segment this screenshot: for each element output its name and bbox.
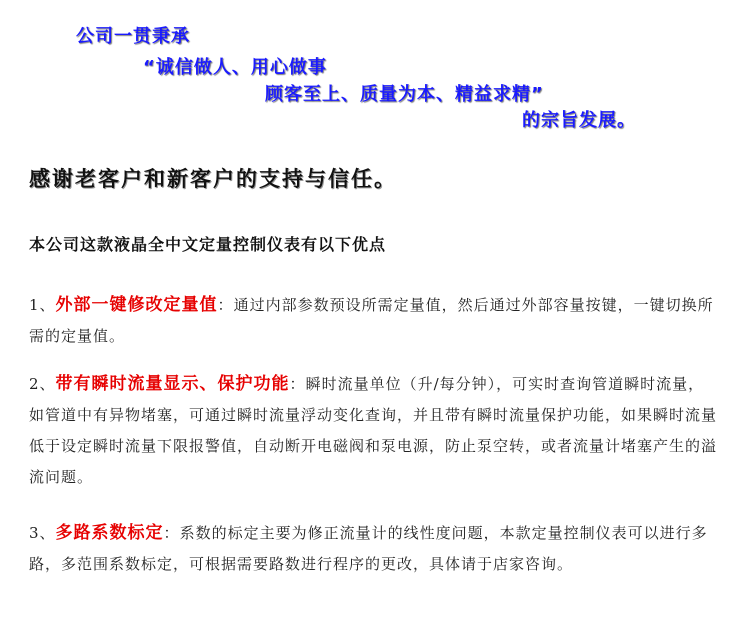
feature-keyword: 外部一键修改定量值	[55, 295, 218, 315]
slogan-line-4: 的宗旨发展。	[522, 110, 636, 131]
intro-heading: 本公司这款液晶全中文定量控制仪表有以下优点	[29, 235, 387, 254]
thanks-heading: 感谢老客户和新客户的支持与信任。	[29, 167, 397, 191]
feature-description: 通过内部参数预设所需定量值，然后通过外部容量按键，一键切换所需的定量值。	[29, 296, 714, 345]
feature-item-3	[29, 518, 719, 580]
feature-item-1	[29, 290, 719, 352]
feature-description: 系数的标定主要为修正流量计的线性度问题，本款定量控制仪表可以进行多路，多范围系数标定，可根据需要路数进行程序的更改，具体请于店家咨询。	[29, 524, 708, 573]
feature-number: 3、	[29, 524, 56, 542]
feature-separator: ：	[217, 296, 234, 314]
feature-number: 2、	[29, 375, 56, 393]
feature-separator: ：	[163, 524, 180, 542]
slogan-line-3: 顾客至上、质量为本、精益求精”	[265, 84, 544, 105]
feature-item-2	[29, 369, 719, 493]
feature-keyword: 带有瞬时流量显示、保护功能	[55, 374, 290, 394]
slogan-line-2: “诚信做人、用心做事	[143, 57, 327, 78]
slogan-line-1: 公司一贯秉承	[76, 26, 190, 47]
feature-keyword: 多路系数标定	[55, 523, 164, 543]
feature-number: 1、	[29, 296, 56, 314]
feature-separator: ：	[289, 375, 306, 393]
feature-description: 瞬时流量单位（升/每分钟），可实时查询管道瞬时流量，如管道中有异物堵塞，可通过瞬时流量浮动变化查询，并且带有瞬时流量保护功能，如果瞬时流量低于设定瞬时流量下限报警值，自动断开电磁阀和泵电源，防止泵空转，或者流量计堵塞产生的溢流问题。	[29, 375, 718, 486]
